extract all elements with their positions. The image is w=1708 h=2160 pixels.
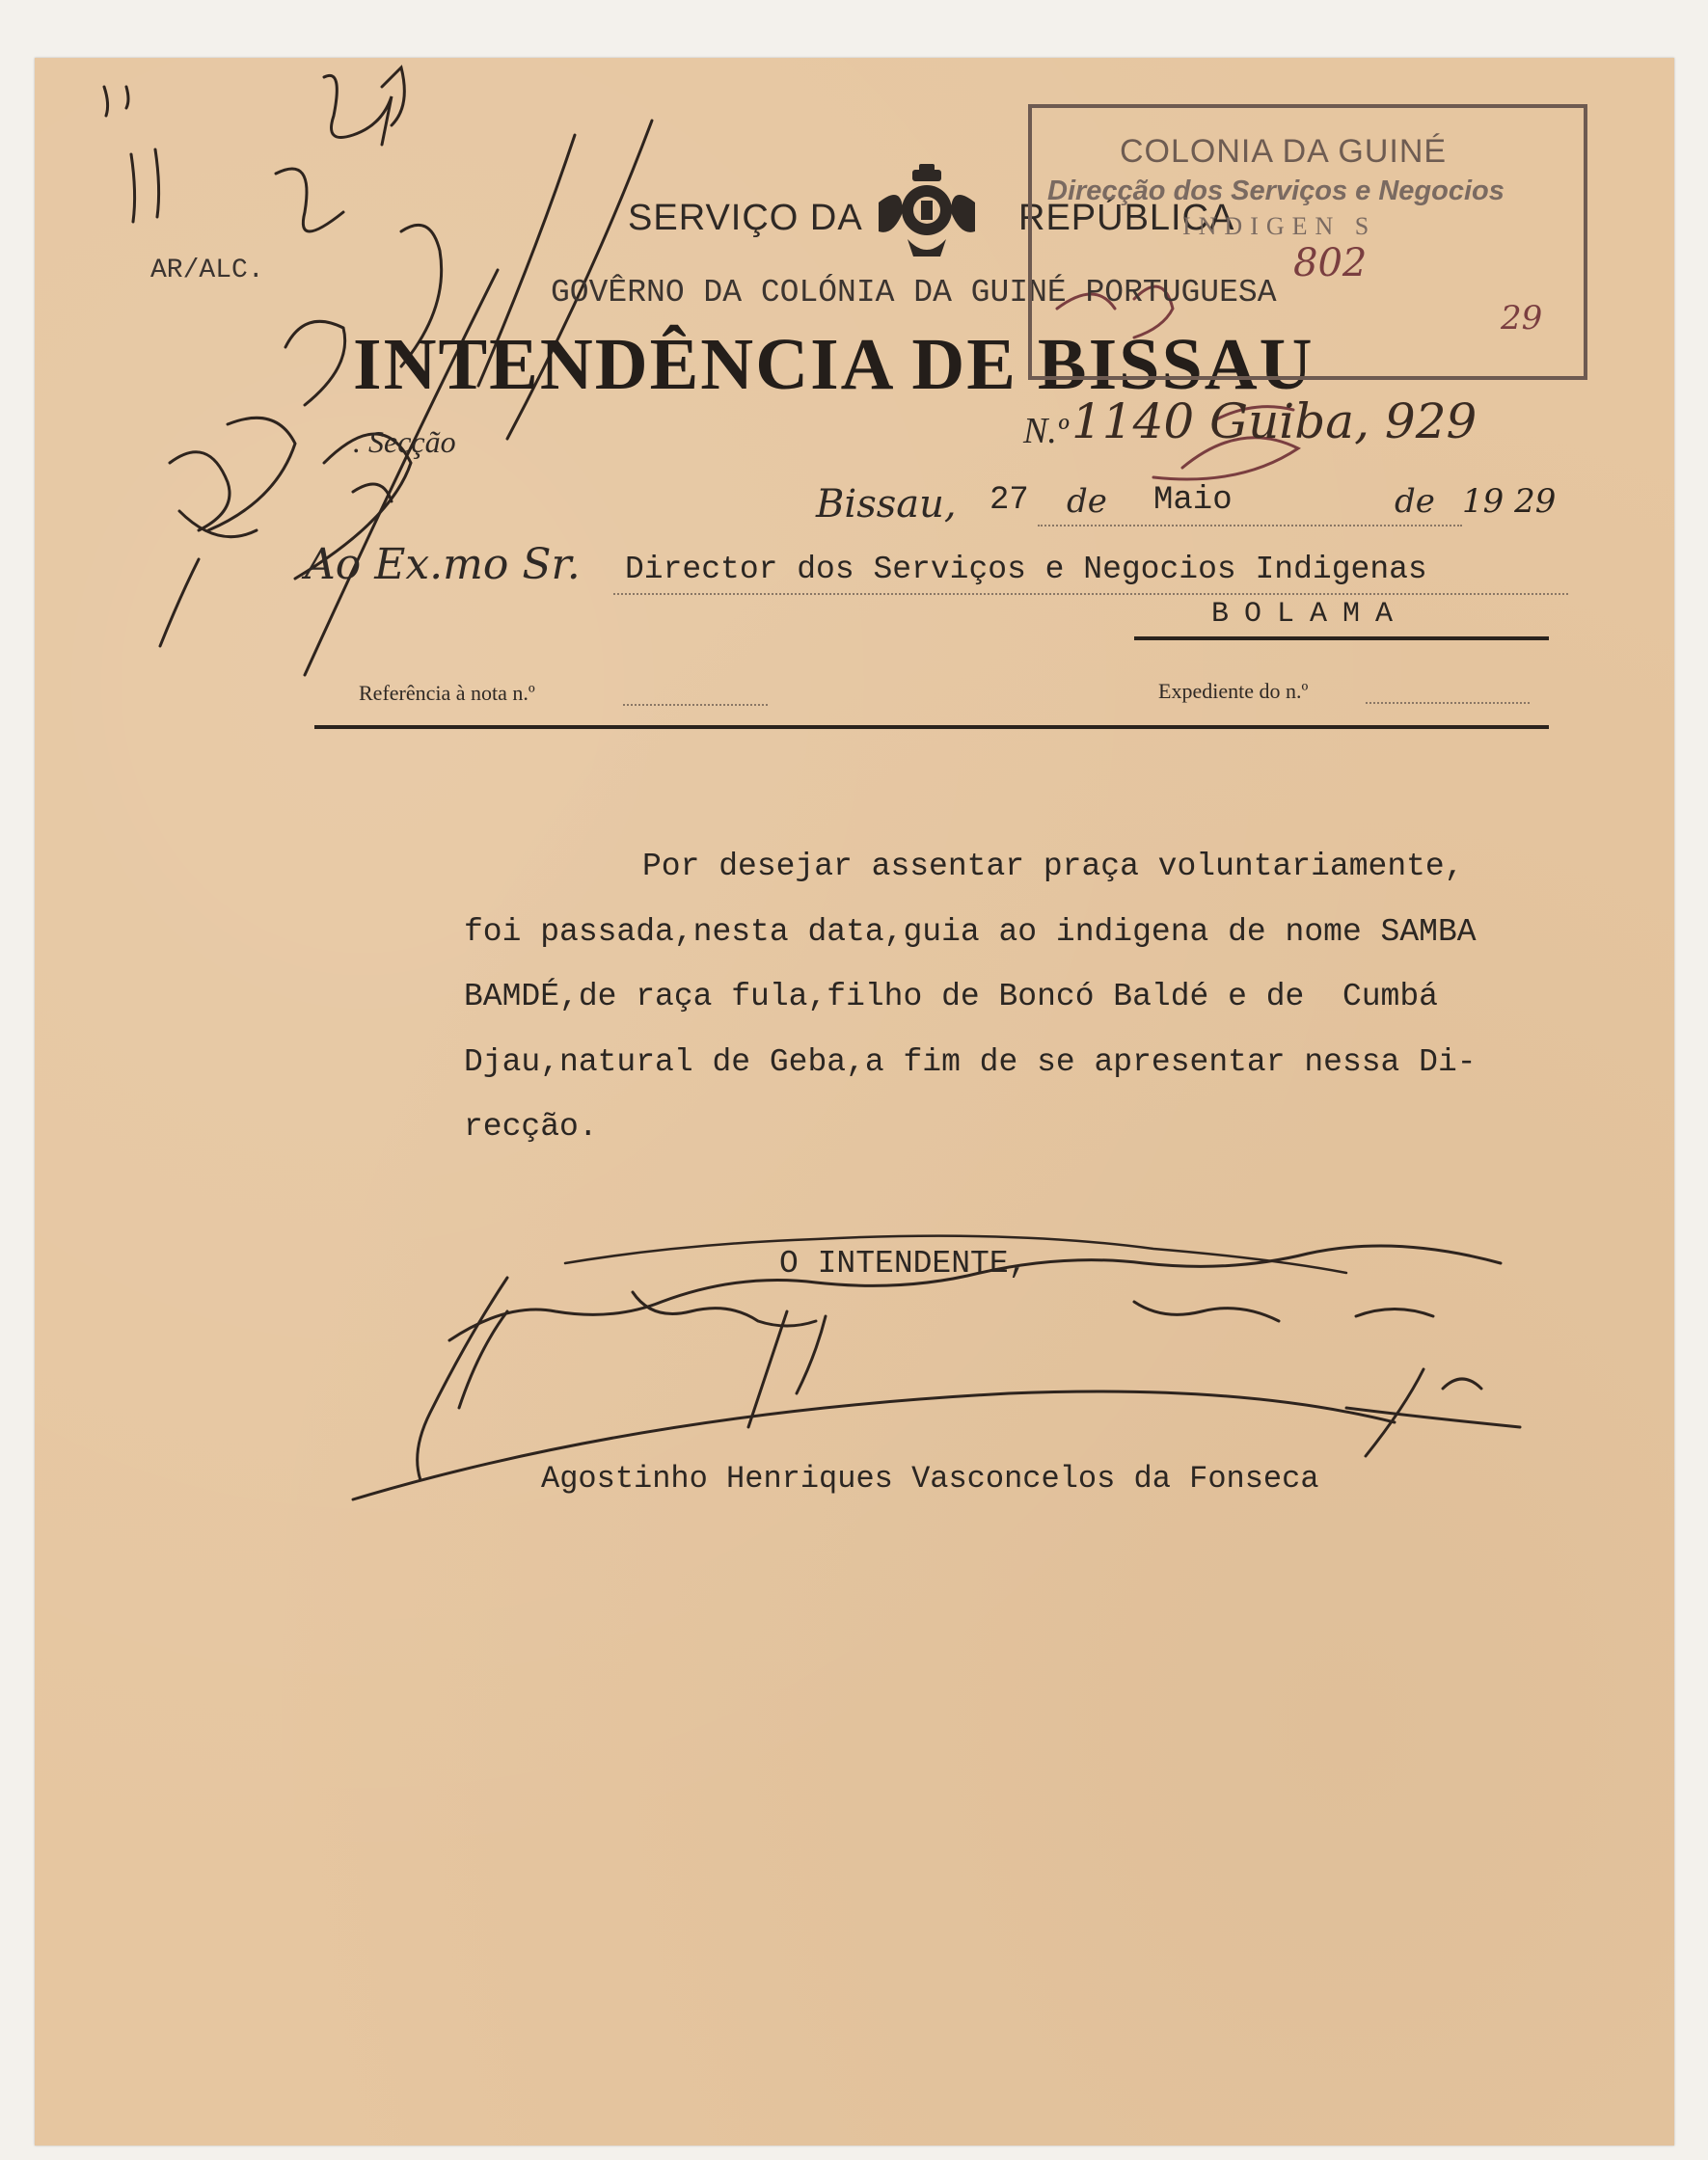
recipient-dotted-line <box>613 593 1568 595</box>
stamp-year: 29 <box>1501 299 1543 338</box>
closing-title: O INTENDENTE, <box>779 1246 1028 1282</box>
archive-reference: AR/ALC. <box>150 256 264 285</box>
government-line: GOVÊRNO DA COLÓNIA DA GUINÉ PORTUGUESA <box>551 275 1277 310</box>
stamp-number: 802 <box>1293 241 1368 285</box>
stamp-direction: Direcção dos Serviços e Negocios <box>1047 176 1505 206</box>
stamp-colony: COLONIA DA GUINÉ <box>1120 133 1448 170</box>
coat-of-arms-icon <box>874 164 980 260</box>
body-line: foi passada,nesta data,guia ao indigena de nome SAMBA <box>464 914 1477 950</box>
service-heading-right: REPÚBLICA <box>1018 198 1235 238</box>
reference-label: Referência à nota n.º <box>359 681 535 705</box>
office-title: INTENDÊNCIA DE BISSAU <box>353 324 1315 405</box>
number-label: N.º <box>1023 411 1069 451</box>
signer-name: Agostinho Henriques Vasconcelos da Fonseca <box>541 1461 1319 1497</box>
recipient-city: BOLAMA <box>1211 598 1409 631</box>
service-heading-left: SERVIÇO DA <box>628 198 863 238</box>
salutation: Ao Ex.mo Sr. <box>305 540 581 589</box>
city-underline <box>1134 636 1549 640</box>
date-connector-2: de <box>1395 482 1435 521</box>
date-year: 19 29 <box>1462 482 1557 521</box>
reference-dotted-line <box>623 704 768 706</box>
expedient-dotted-line <box>1366 702 1530 704</box>
date-month: Maio <box>1153 482 1233 519</box>
date-connector-1: de <box>1067 482 1107 521</box>
section-label: . Secção <box>353 424 456 459</box>
recipient: Director dos Serviços e Negocios Indigenas <box>625 552 1427 587</box>
body-line: Por desejar assentar praça voluntariamente, <box>642 849 1464 884</box>
body-line: recção. <box>464 1109 598 1145</box>
body-line: Djau,natural de Geba,a fim de se apresentar nessa Di- <box>464 1044 1477 1080</box>
date-day: 27 <box>990 482 1029 519</box>
date-place: Bissau, <box>816 482 957 526</box>
document-page <box>35 58 1674 2146</box>
number-value: 1140 Guiba, 929 <box>1071 393 1478 449</box>
expedient-label: Expediente do n.º <box>1158 679 1309 703</box>
body-line: BAMDÉ,de raça fula,filho de Boncó Baldé e de Cumbá <box>464 979 1438 1014</box>
stamp-indigenas: INDIGEN S <box>1182 212 1377 240</box>
header-divider <box>314 725 1549 729</box>
date-dotted-line <box>1038 525 1462 526</box>
